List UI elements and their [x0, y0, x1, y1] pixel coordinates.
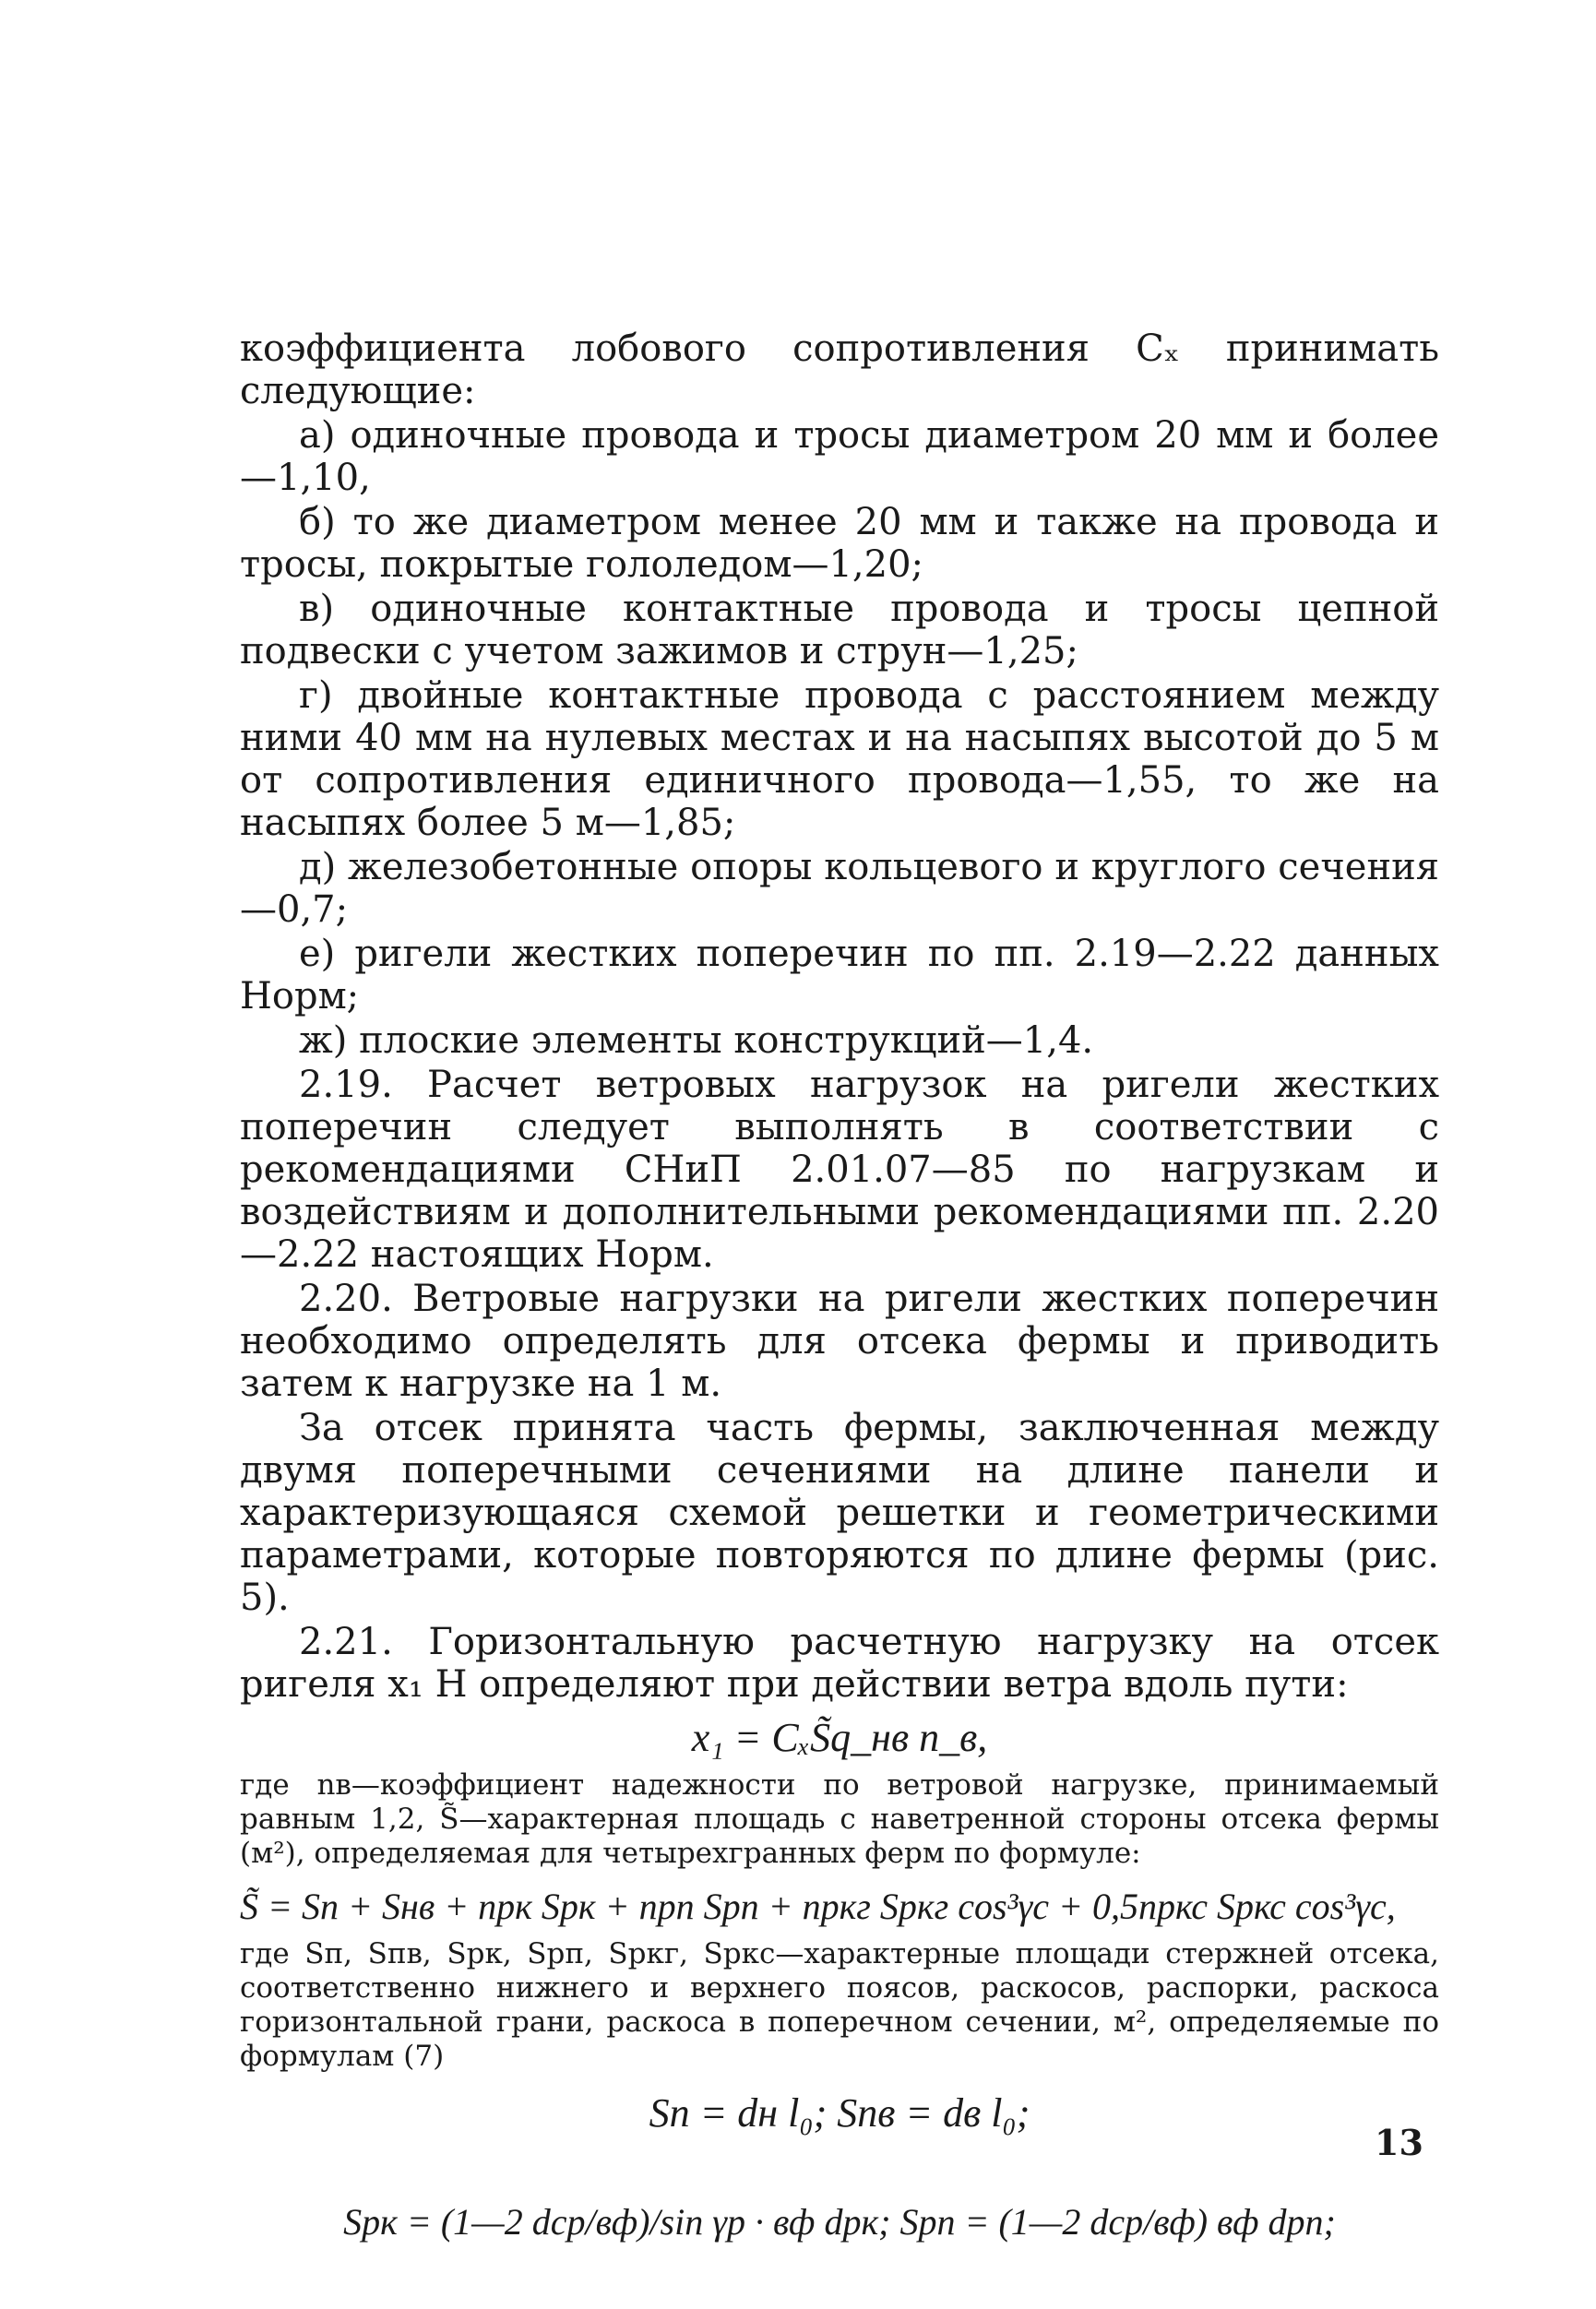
paragraph-otsek: За отсек принята часть фермы, заключенная между двумя поперечными сечениями на длине панели и характеризующаяся схемой решетки и геометрическими параметрами, которые повторяются по длине фермы (рис. 5). [240, 1407, 1439, 1619]
paragraph-intro: коэффициента лобового сопротивления Cₓ принимать следующие: [240, 327, 1439, 412]
formula-x1: x₁ = CₓS̃q_нв n_в, [691, 1715, 988, 1760]
note-where-nv: где nв—коэффициент надежности по ветровой нагрузке, принимаемый равным 1,2, S̃—характерная площадь с наветренной стороны отсека фермы (м²), определяемая для четырехгранных ферм по формуле: [240, 1768, 1439, 1870]
note-where-sp: где Sп, Sпв, Sрк, Sрп, Sркг, Sркс—характерные площади стержней отсека, соответственно нижнего и верхнего поясов, раскосов, распорки, раскоса горизонтальной грани, раскоса в поперечном сечении, м², определяемые по формулам (7) [240, 1937, 1439, 2073]
paragraph-2-20: 2.20. Ветровые нагрузки на ригели жестких поперечин необходимо определять для отсека фермы и приводить затем к нагрузке на 1 м. [240, 1278, 1439, 1405]
list-item-b: б) то же диаметром менее 20 мм и также на провода и тросы, покрытые гололедом—1,20; [240, 501, 1439, 586]
paragraph-2-21: 2.21. Горизонтальную расчетную нагрузку на отсек ригеля x₁ Н определяют при действии ветра вдоль пути: [240, 1621, 1439, 1706]
list-item-a: а) одиночные провода и тросы диаметром 20 мм и более—1,10, [240, 414, 1439, 499]
formula-srk-srp: Sрк = (1—2 dср/вф)/sin γр · вф dрк; Sрп = (1—2 dср/вф) вф dрп; [343, 2201, 1336, 2243]
paragraph-2-19: 2.19. Расчет ветровых нагрузок на ригели жестких поперечин следует выполнять в соответствии с рекомендациями СНиП 2.01.07—85 по нагрузкам и воздействиям и дополнительными рекомендациями пп. 2.20—2.22 настоящих Норм. [240, 1064, 1439, 1276]
list-item-v: в) одиночные контактные провода и тросы цепной подвески с учетом зажимов и струн—1,25; [240, 588, 1439, 672]
list-item-g: г) двойные контактные провода с расстоянием между ними 40 мм на нулевых местах и на насыпях высотой до 5 м от сопротивления единичного провода—1,55, то же на насыпях более 5 м—1,85; [240, 674, 1439, 844]
page-number: 13 [1375, 2122, 1423, 2163]
list-item-e: е) ригели жестких поперечин по пп. 2.19—2.22 данных Норм; [240, 933, 1439, 1018]
list-item-d: д) железобетонные опоры кольцевого и круглого сечения—0,7; [240, 846, 1439, 931]
list-item-zh: ж) плоские элементы конструкций—1,4. [299, 1019, 1094, 1062]
page-body [240, 327, 1439, 2249]
formula-s-tilde: S̃ = Sп + Sнв + nрк Sрк + nрп Sрп + nркг Sркг cos³γc + 0,5nркс Sркс cos³γc, [240, 1886, 1396, 1927]
formula-sp-spv: Sп = dн l₀; Sпв = dв l₀; [649, 2090, 1030, 2136]
